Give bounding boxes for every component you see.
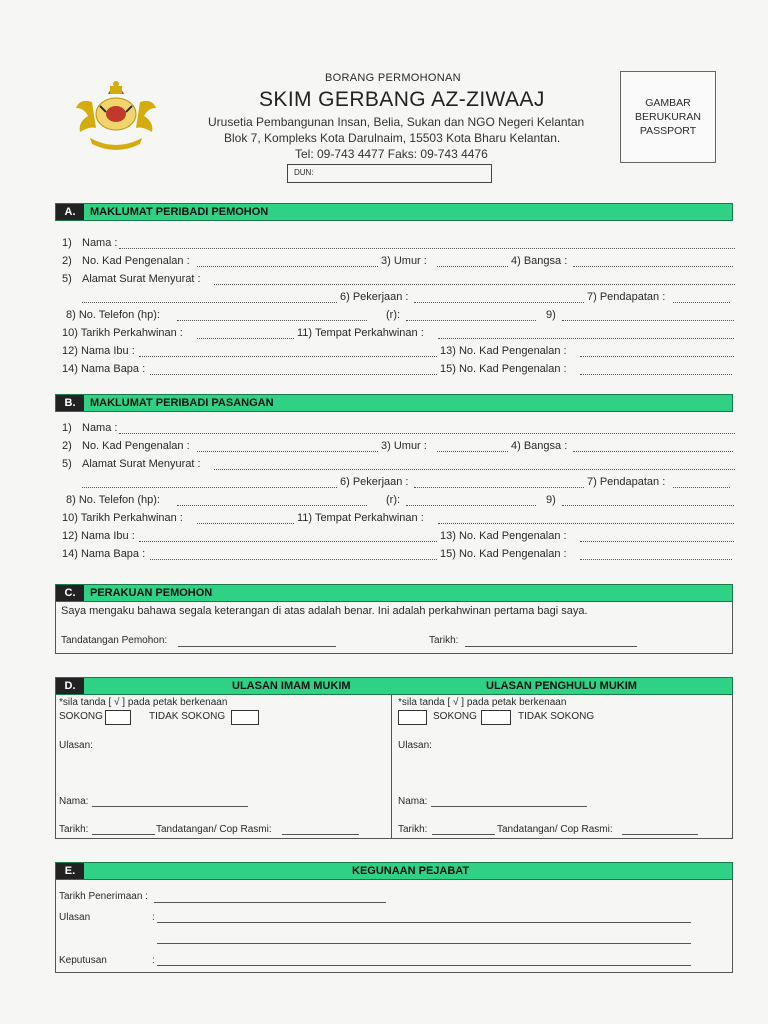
field-input-line[interactable] [150, 559, 437, 560]
field-label-tarikh-kahwin: 10) Tarikh Perkahwinan : [62, 327, 183, 339]
penghulu-title: ULASAN PENGHULU MUKIM [486, 680, 637, 692]
field-input-line[interactable] [197, 451, 378, 452]
field-label-no-kad: No. Kad Pengenalan : [82, 440, 190, 452]
field-label-alamat: Alamat Surat Menyurat : [82, 273, 201, 285]
section-letter: D. [56, 678, 84, 694]
field-label-alamat: Alamat Surat Menyurat : [82, 458, 201, 470]
section-title: MAKLUMAT PERIBADI PASANGAN [90, 397, 274, 409]
field-label-n2: 2) [62, 255, 72, 267]
ulasan-colon: : [152, 912, 155, 923]
photo-line: GAMBAR [645, 97, 691, 109]
signature-line[interactable] [178, 646, 336, 647]
imam-nama-label: Nama: [59, 796, 89, 807]
penghulu-sokong-checkbox[interactable] [398, 710, 427, 725]
field-input-line[interactable] [150, 374, 437, 375]
section-d-divider [391, 677, 392, 839]
section-letter: B. [56, 395, 84, 411]
field-label-tarikh-kahwin: 10) Tarikh Perkahwinan : [62, 512, 183, 524]
field-label-nama-ibu: 12) Nama Ibu : [62, 530, 135, 542]
field-input-line[interactable] [673, 487, 730, 488]
keputusan-colon: : [152, 955, 155, 966]
section-letter: A. [56, 204, 84, 220]
section-title: KEGUNAAN PEJABAT [352, 865, 470, 877]
photo-line: PASSPORT [639, 125, 697, 137]
field-label-tempat-kahwin: 11) Tempat Perkahwinan : [297, 327, 424, 339]
field-input-line[interactable] [414, 487, 584, 488]
penghulu-tidak-sokong-checkbox[interactable] [481, 710, 511, 725]
field-label-pendapatan: 7) Pendapatan : [587, 291, 666, 303]
form-label: BORANG PERMOHONAN [325, 72, 461, 84]
field-label-pendapatan: 7) Pendapatan : [587, 476, 666, 488]
field-input-line[interactable] [673, 302, 730, 303]
field-input-line[interactable] [437, 266, 508, 267]
section-letter: E. [56, 863, 84, 879]
imam-tarikh-line[interactable] [92, 834, 155, 835]
field-label-tel-r: (r): [386, 309, 401, 321]
signature-label: Tandatangan Pemohon: [61, 635, 168, 646]
field-input-line[interactable] [119, 433, 735, 434]
field-label-kad-13: 13) No. Kad Pengenalan : [440, 345, 567, 357]
imam-tarikh-label: Tarikh: [59, 824, 89, 835]
imam-ulasan-label: Ulasan: [59, 740, 93, 751]
field-label-n2: 2) [62, 440, 72, 452]
field-input-line[interactable] [82, 302, 337, 303]
field-input-line[interactable] [414, 302, 584, 303]
section-letter: C. [56, 585, 84, 601]
field-label-kad-15: 15) No. Kad Pengenalan : [440, 548, 567, 560]
field-label-nama-ibu: 12) Nama Ibu : [62, 345, 135, 357]
field-input-line[interactable] [406, 505, 536, 506]
penghulu-tandatangan-line[interactable] [622, 834, 698, 835]
field-label-nama: Nama : [82, 237, 118, 249]
penghulu-tandatangan-label: Tandatangan/ Cop Rasmi: [497, 824, 613, 835]
form-title: SKIM GERBANG AZ-ZIWAAJ [259, 88, 545, 111]
imam-tidak-sokong-checkbox[interactable] [231, 710, 259, 725]
field-input-line[interactable] [580, 374, 732, 375]
field-label-tel-9: 9) [546, 309, 556, 321]
field-label-n1: 1) [62, 237, 72, 249]
field-input-line[interactable] [437, 451, 508, 452]
field-input-line[interactable] [139, 356, 437, 357]
field-input-line[interactable] [406, 320, 536, 321]
field-label-kad-15: 15) No. Kad Pengenalan : [440, 363, 567, 375]
field-label-n5: 5) [62, 273, 72, 285]
penghulu-tarikh-line[interactable] [432, 834, 495, 835]
field-input-line[interactable] [197, 266, 378, 267]
date-line[interactable] [465, 646, 637, 647]
field-input-line[interactable] [177, 505, 367, 506]
field-input-line[interactable] [139, 541, 437, 542]
dun-field[interactable] [287, 164, 492, 183]
dun-label: DUN: [294, 168, 314, 177]
org-contact: Tel: 09-743 4477 Faks: 09-743 4476 [295, 147, 488, 161]
imam-sokong-label: SOKONG [59, 711, 103, 722]
field-input-line[interactable] [580, 356, 734, 357]
field-label-n5: 5) [62, 458, 72, 470]
field-input-line[interactable] [214, 469, 735, 470]
field-label-umur: 3) Umur : [381, 440, 427, 452]
field-label-pekerjaan: 6) Pekerjaan : [340, 476, 409, 488]
field-label-umur: 3) Umur : [381, 255, 427, 267]
field-label-tempat-kahwin: 11) Tempat Perkahwinan : [297, 512, 424, 524]
field-label-tel-r: (r): [386, 494, 401, 506]
imam-tandatangan-line[interactable] [282, 834, 359, 835]
keputusan-line[interactable] [157, 965, 691, 966]
field-input-line[interactable] [580, 541, 734, 542]
field-label-kad-13: 13) No. Kad Pengenalan : [440, 530, 567, 542]
org-name: Urusetia Pembangunan Insan, Belia, Sukan dan NGO Negeri Kelantan [208, 115, 585, 129]
field-input-line[interactable] [580, 559, 732, 560]
date-label: Tarikh: [429, 635, 459, 646]
field-input-line[interactable] [214, 284, 735, 285]
field-input-line[interactable] [438, 523, 734, 524]
field-input-line[interactable] [573, 266, 733, 267]
penghulu-sokong-label: SOKONG [433, 711, 477, 722]
field-input-line[interactable] [177, 320, 367, 321]
keputusan-label: Keputusan [59, 955, 107, 966]
field-input-line[interactable] [438, 338, 734, 339]
section-b-header [55, 394, 733, 412]
field-label-bangsa: 4) Bangsa : [511, 255, 568, 267]
field-input-line[interactable] [119, 248, 735, 249]
field-input-line[interactable] [197, 523, 294, 524]
photo-line: BERUKURAN [635, 111, 701, 123]
penghulu-tarikh-label: Tarikh: [398, 824, 428, 835]
passport-photo-box [620, 71, 716, 163]
tarikh-penerimaan-label: Tarikh Penerimaan : [59, 891, 148, 902]
field-input-line[interactable] [197, 338, 294, 339]
field-input-line[interactable] [562, 320, 734, 321]
section-a-header [55, 203, 733, 221]
penghulu-ulasan-label: Ulasan: [398, 740, 432, 751]
imam-instruction: *sila tanda [ √ ] pada petak berkenaan [59, 697, 228, 708]
section-d-header [55, 677, 733, 695]
imam-sokong-checkbox[interactable] [105, 710, 131, 725]
field-label-nama-bapa: 14) Nama Bapa : [62, 363, 146, 375]
field-label-telefon: 8) No. Telefon (hp): [66, 309, 160, 321]
field-label-nama-bapa: 14) Nama Bapa : [62, 548, 146, 560]
field-label-no-kad: No. Kad Pengenalan : [82, 255, 190, 267]
imam-title: ULASAN IMAM MUKIM [232, 680, 351, 692]
field-label-telefon: 8) No. Telefon (hp): [66, 494, 160, 506]
imam-tidak-sokong-label: TIDAK SOKONG [149, 711, 226, 722]
penghulu-nama-label: Nama: [398, 796, 428, 807]
field-label-n1: 1) [62, 422, 72, 434]
ulasan-line-1[interactable] [157, 922, 691, 923]
org-address: Blok 7, Kompleks Kota Darulnaim, 15503 Kota Bharu Kelantan. [224, 131, 561, 145]
field-input-line[interactable] [562, 505, 734, 506]
field-label-tel-9: 9) [546, 494, 556, 506]
penghulu-nama-line[interactable] [431, 806, 587, 807]
penghulu-instruction: *sila tanda [ √ ] pada petak berkenaan [398, 697, 567, 708]
ulasan-label: Ulasan [59, 912, 91, 923]
imam-nama-line[interactable] [92, 806, 248, 807]
ulasan-line-2[interactable] [157, 943, 691, 944]
imam-tandatangan-label: Tandatangan/ Cop Rasmi: [156, 824, 272, 835]
field-label-pekerjaan: 6) Pekerjaan : [340, 291, 409, 303]
tarikh-penerimaan-line[interactable] [154, 902, 386, 903]
field-input-line[interactable] [573, 451, 733, 452]
section-title: PERAKUAN PEMOHON [90, 587, 213, 599]
declaration-text: Saya mengaku bahawa segala keterangan di atas adalah benar. Ini adalah perkahwinan pertama bagi saya. [61, 605, 588, 617]
field-input-line[interactable] [82, 487, 337, 488]
field-label-nama: Nama : [82, 422, 118, 434]
kelantan-crest-icon [70, 72, 162, 156]
section-e-header [55, 862, 733, 880]
penghulu-tidak-sokong-label: TIDAK SOKONG [518, 711, 595, 722]
section-title: MAKLUMAT PERIBADI PEMOHON [90, 206, 269, 218]
field-label-bangsa: 4) Bangsa : [511, 440, 568, 452]
section-c-header [55, 584, 733, 602]
